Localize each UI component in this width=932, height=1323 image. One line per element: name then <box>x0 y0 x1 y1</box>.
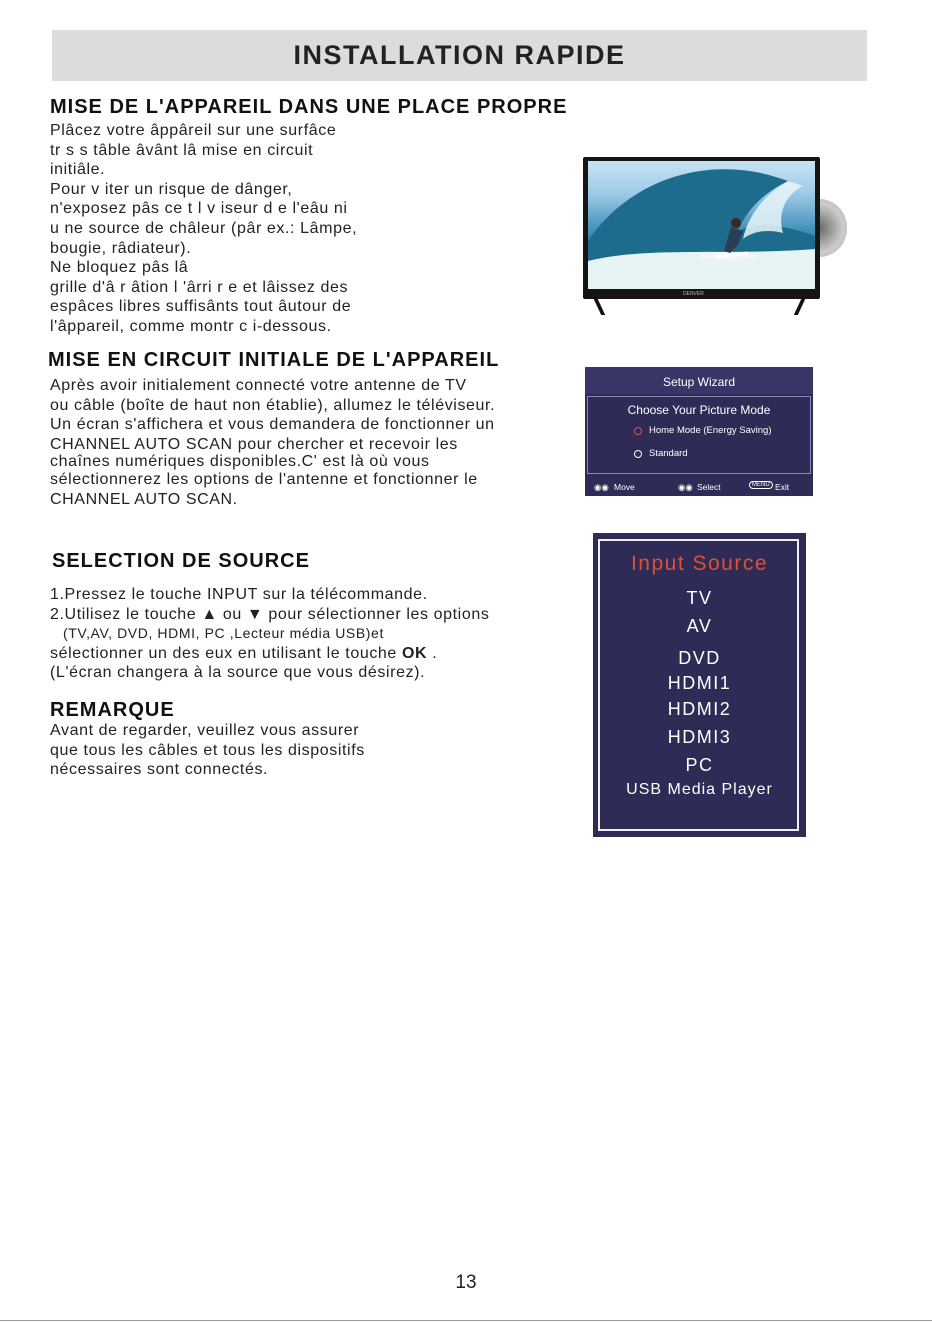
source-item-pc: PC <box>685 755 714 775</box>
radio-selected-icon <box>634 427 642 435</box>
text-line: (L'écran changera à la source que vous désirez). <box>50 664 426 682</box>
text-line: nécessaires sont connectés. <box>50 761 269 779</box>
input-source-title: Input Source <box>630 552 769 575</box>
tv-brand: DENVER <box>683 291 704 297</box>
option-label: Home Mode (Energy Saving) <box>649 425 772 436</box>
exit-label: Exit <box>775 482 790 492</box>
text-line: ou câble (boîte de haut non établie), allumez le téléviseur. <box>50 396 496 414</box>
wizard-subtitle: Choose Your Picture Mode <box>627 403 771 417</box>
select-label: Select <box>697 482 721 492</box>
wizard-option-standard <box>634 448 688 459</box>
placement-text <box>50 121 357 337</box>
wizard-footer <box>585 477 813 496</box>
select-arrows-icon: ◉◉ <box>678 482 693 492</box>
radio-icon <box>634 450 642 458</box>
page-title: INSTALLATION RAPIDE <box>293 40 626 70</box>
text-line: Un écran s'affichera et vous demandera de fonctionner un <box>50 416 495 434</box>
source-item-usb: USB Media Player <box>626 781 773 798</box>
tv-leg-right <box>794 297 806 315</box>
text-line: initiâle. <box>50 161 106 179</box>
title-banner <box>52 30 867 81</box>
text-line: tr s s tâble âvânt lâ mise en circuit <box>50 141 314 159</box>
text-line: l'âppareil, comme montr c i-dessous. <box>50 317 332 335</box>
surfer-picture <box>588 161 815 289</box>
text-line: sélectionnerez les options de l'antenne et fonctionner le <box>50 471 478 489</box>
tv-leg-left <box>593 297 605 315</box>
source-item-dvd: DVD <box>678 648 721 668</box>
text-line: Pour v iter un risque de dânger, <box>50 180 293 198</box>
text-line: (TV,AV, DVD, HDMI, PC ,Lecteur média USB)et <box>63 625 384 642</box>
text-line: chaînes numériques disponibles.C' est là où vous <box>50 453 430 471</box>
source-item-hdmi2: HDMI2 <box>667 699 732 719</box>
section-heading-first-power-on: MISE EN CIRCUIT INITIALE DE L'APPAREIL <box>48 349 500 371</box>
wizard-title: Setup Wizard <box>585 367 813 394</box>
move-label: Move <box>614 482 635 492</box>
ok-key: OK <box>401 644 428 662</box>
text-line: grille d'â r âtion l 'ârri r e et lâissez des <box>50 278 349 296</box>
source-item-hdmi1: HDMI1 <box>667 673 732 693</box>
input-source-screen <box>593 533 806 837</box>
bottom-rule <box>0 1320 932 1321</box>
text-line: Ne bloquez pâs lâ <box>50 259 189 277</box>
wizard-option-home <box>634 425 772 436</box>
source-item-hdmi3: HDMI3 <box>667 727 732 747</box>
text-line: CHANNEL AUTO SCAN pour chercher et recevoir les <box>50 435 458 453</box>
text-line: sélectionner un des eux en utilisant le touche OK . <box>50 644 438 662</box>
move-arrows-icon: ◉◉ <box>594 482 609 492</box>
text-line: Plâcez votre âppâreil sur une surfâce <box>50 122 337 139</box>
section-heading-placement: MISE DE L'APPAREIL DANS UNE PLACE PROPRE <box>50 96 568 118</box>
option-label: Standard <box>649 448 688 459</box>
text-line: Après avoir initialement connecté votre antenne de TV <box>50 377 467 394</box>
section-heading-source-selection: SELECTION DE SOURCE <box>52 550 310 572</box>
tv-illustration <box>583 157 848 317</box>
text-line: que tous les câbles et tous les dispositifs <box>50 741 365 759</box>
note-text <box>50 721 365 780</box>
setup-wizard-screen <box>585 367 813 496</box>
wave-image <box>588 161 815 289</box>
text-line: u ne source de châleur (pâr ex.: Lâmpe, <box>50 219 358 237</box>
source-item-tv: TV <box>686 588 713 608</box>
menu-key-icon: MENU <box>749 481 773 489</box>
text-line: n'exposez pâs ce t l v iseur d e l'eâu ni <box>50 200 348 218</box>
disc-icon <box>819 199 847 257</box>
wizard-panel <box>587 396 811 474</box>
first-power-on-text <box>50 376 495 510</box>
text-line: 2.Utilisez le touche ▲ ou ▼ pour sélectionner les options <box>50 605 490 623</box>
text-line: 1.Pressez le touche INPUT sur la télécommande. <box>50 586 428 603</box>
text-line: CHANNEL AUTO SCAN. <box>50 490 238 508</box>
source-selection-text <box>50 585 489 683</box>
text-line: espâces libres suffisânts tout âutour de <box>50 298 352 316</box>
section-heading-note: REMARQUE <box>50 699 175 721</box>
tv-screen <box>583 157 820 299</box>
source-item-av: AV <box>686 616 713 636</box>
text-line: bougie, râdiateur). <box>50 239 192 257</box>
text-line: Avant de regarder, veuillez vous assurer <box>50 722 360 739</box>
page-number: 13 <box>455 1272 477 1293</box>
